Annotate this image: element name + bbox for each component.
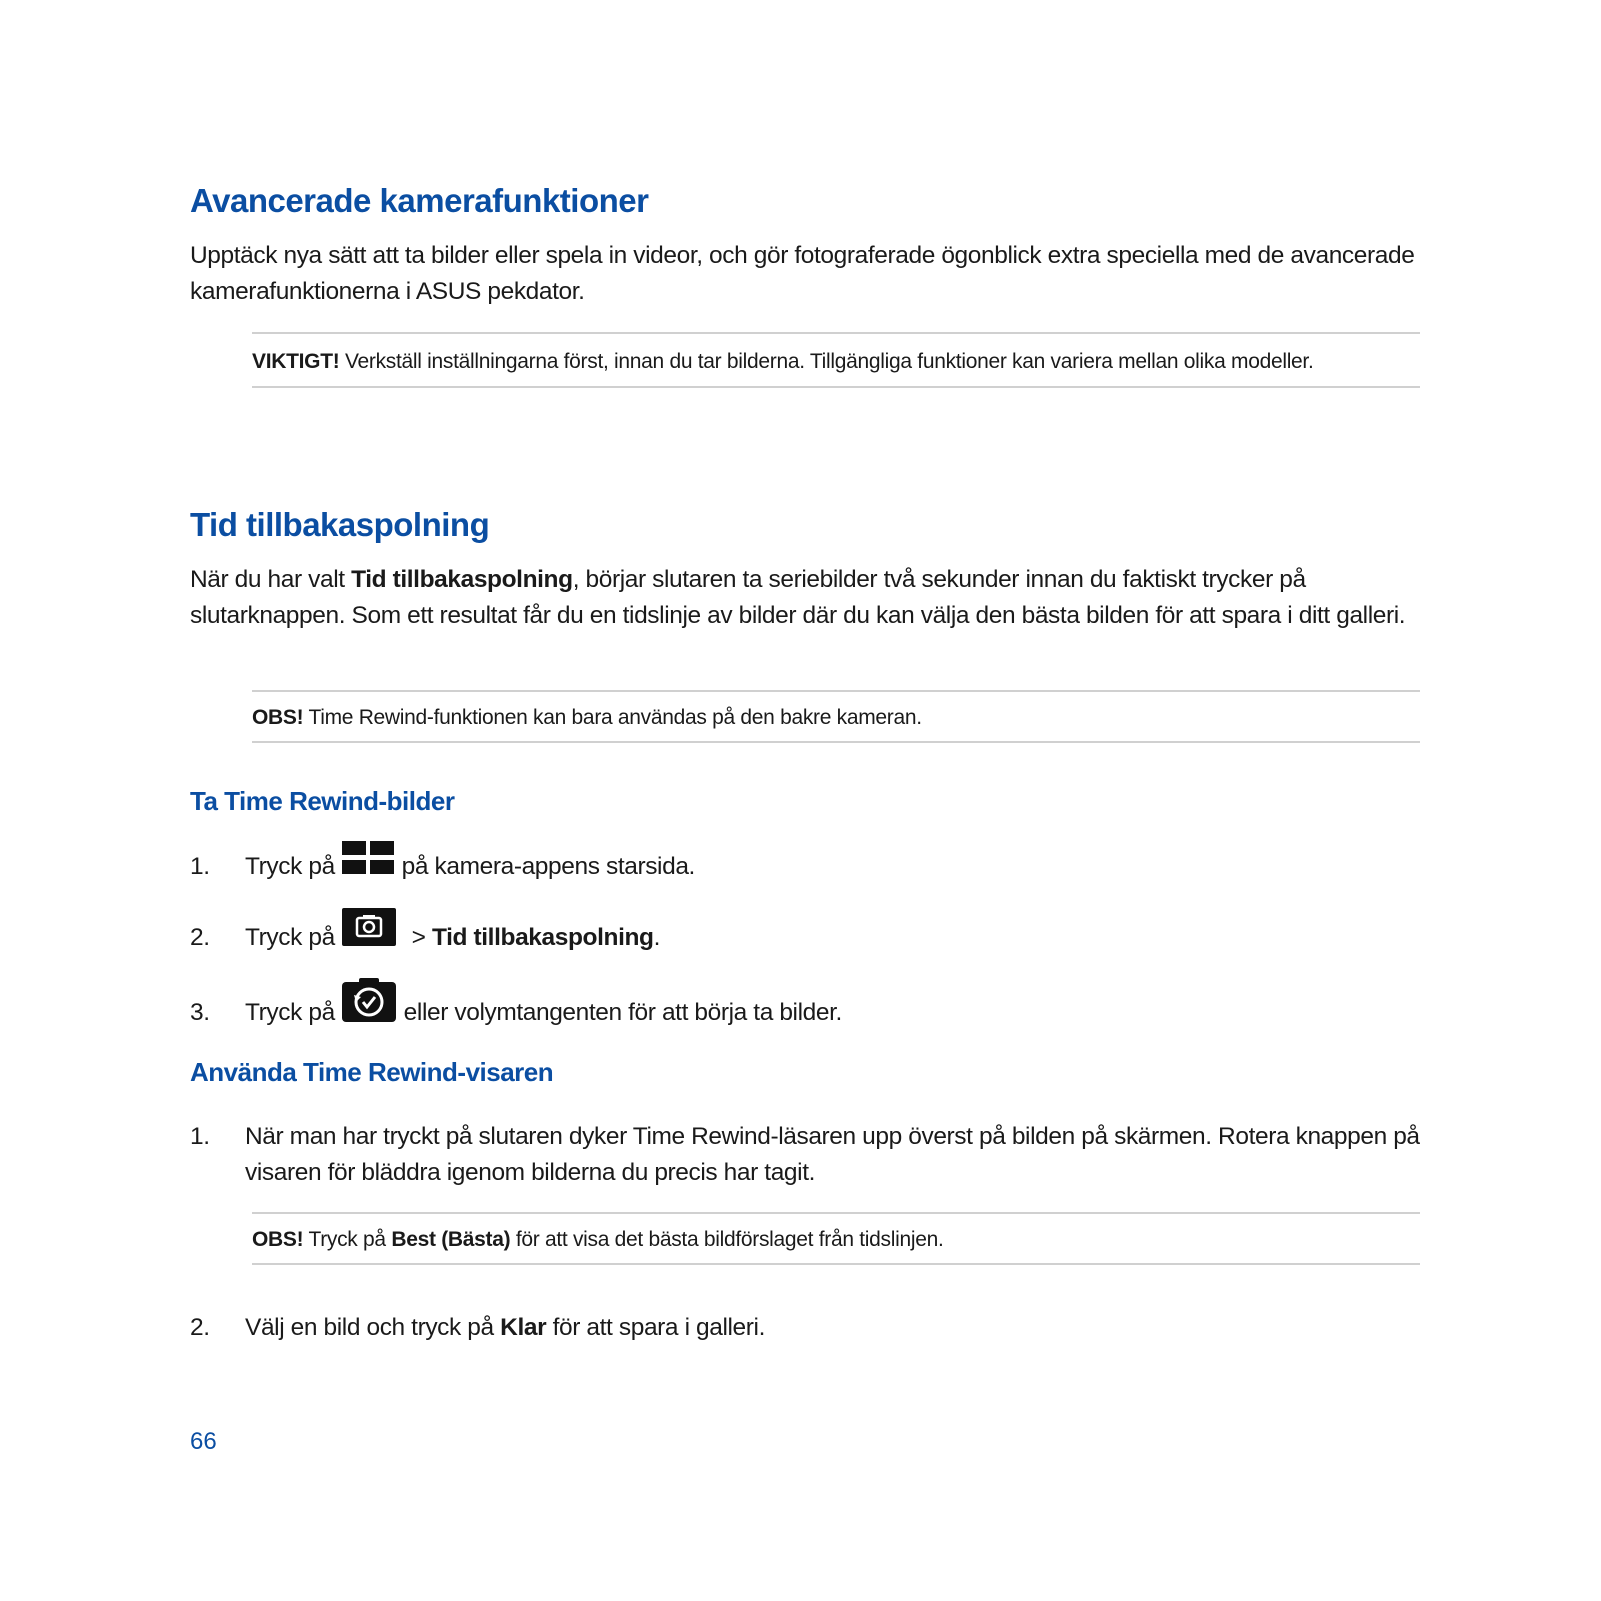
step-text-post: för att spara i galleri. [546,1314,765,1341]
rewind-note [252,690,1420,743]
step-text-pre: Tryck på [245,924,335,951]
viewer-note-post: för att visa det bästa bildförslaget från tidslinjen. [510,1228,944,1251]
time-rewind-shutter-icon[interactable] [341,977,397,1034]
rewind-note-text: Time Rewind-funktionen kan bara användas på den bakre kameran. [308,706,922,729]
step-number: 2. [190,1314,210,1341]
viewer-note-bold: Best (Bästa) [391,1228,511,1251]
important-text: Verkställ inställningarna först, innan du tar bilderna. Tillgängliga funktioner kan variera mellan olika modeller. [344,350,1314,373]
rewind-intro-post: , börjar slutaren ta seriebilder två sekunder innan du faktiskt trycker på slutarknappen. Som ett resultat får du en tidslinje av bilder där du kan välja den bästa bilden för att spara i ditt galleri. [190,566,1406,629]
step-text-bold: Klar [500,1314,547,1341]
important-label: VIKTIGT! [252,350,340,373]
rewind-intro [190,562,1420,634]
rewind-intro-bold: Tid tillbakaspolning [351,566,573,593]
step-number: 1. [190,1123,210,1150]
section-intro: Upptäck nya sätt att ta bilder eller spela in videor, och gör fotograferade ögonblick extra speciella med de avancerade kamerafunktionerna i ASUS pekdator. [190,242,1415,305]
step-text-post: på kamera-appens starsida. [401,853,695,880]
step-text-pre: Välj en bild och tryck på [245,1314,501,1341]
take-title: Ta Time Rewind-bilder [190,786,455,816]
page-number: 66 [190,1428,217,1455]
rewind-note-label: OBS! [252,706,304,729]
step-text-post: eller volymtangenten för att börja ta bilder. [403,999,842,1026]
step-number: 1. [190,853,210,880]
step-text: När man har tryckt på slutaren dyker Time Rewind-läsaren upp överst på bilden på skärmen. Rotera knappen på visaren för bläddra igenom bilderna du precis har tagit. [245,1123,1420,1186]
rewind-title: Tid tillbakaspolning [190,506,490,543]
step-text-pre: Tryck på [245,999,335,1026]
section-title: Avancerade kamerafunktioner [190,182,649,219]
step-text-pre: Tryck på [245,853,335,880]
step-number: 3. [190,999,210,1026]
viewer-note-pre: Tryck på [308,1228,392,1251]
step-text-post: . [653,924,661,951]
step-text-bold: Tid tillbakaspolning [432,924,654,951]
step-number: 2. [190,924,210,951]
rewind-intro-pre: När du har valt [190,566,352,593]
viewer-note-label: OBS! [252,1228,304,1251]
viewer-title: Använda Time Rewind-visaren [190,1057,554,1087]
grid-icon[interactable] [341,840,395,887]
important-note [252,332,1420,388]
camera-icon[interactable] [341,907,397,958]
viewer-note [252,1212,1420,1265]
step-text-mid: > [411,924,426,951]
